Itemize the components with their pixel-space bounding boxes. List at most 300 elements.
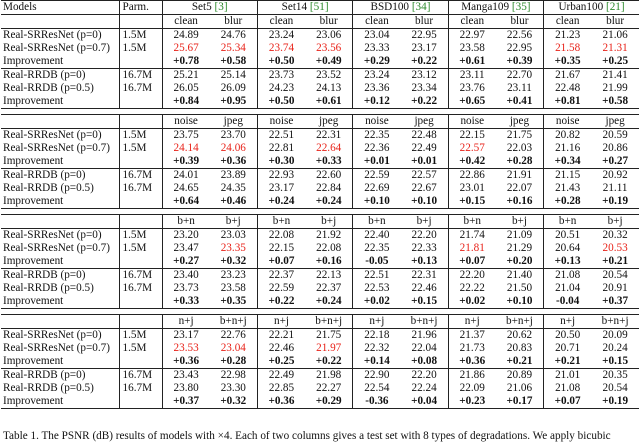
psnr-value: 23.53 bbox=[173, 342, 199, 354]
psnr-value: +0.16 bbox=[305, 255, 353, 269]
psnr-value: 22.31 bbox=[305, 129, 353, 143]
psnr-value: 22.84 bbox=[305, 182, 353, 195]
degradation-label: jpeg bbox=[591, 115, 639, 129]
psnr-value: 22.20 bbox=[400, 369, 448, 383]
psnr-value: 22.15 bbox=[268, 242, 295, 254]
psnr-value: 22.76 bbox=[210, 329, 258, 343]
psnr-value: +0.39 bbox=[173, 155, 200, 167]
model-name: Improvement bbox=[1, 255, 119, 269]
psnr-value: +0.27 bbox=[602, 155, 629, 167]
psnr-value: +0.19 bbox=[591, 395, 639, 409]
psnr-value: 22.36 bbox=[364, 142, 390, 154]
psnr-value: +0.29 bbox=[363, 55, 390, 67]
degradation-subheader-row bbox=[1, 315, 639, 329]
psnr-value: 22.04 bbox=[400, 342, 448, 355]
psnr-value: +0.20 bbox=[496, 255, 544, 269]
psnr-value: -0.36 bbox=[353, 395, 401, 409]
psnr-value: 24.76 bbox=[210, 29, 258, 43]
psnr-value: +0.49 bbox=[305, 55, 353, 69]
improvement-row bbox=[1, 255, 639, 269]
psnr-value: 21.74 bbox=[459, 229, 485, 241]
psnr-value: 23.74 bbox=[268, 42, 295, 54]
psnr-value: 26.09 bbox=[210, 82, 258, 95]
model-name: Real-RRDB (p=0.5) bbox=[1, 82, 119, 95]
psnr-value: 20.92 bbox=[591, 169, 639, 183]
degradation-subheader-row bbox=[1, 215, 639, 229]
psnr-value: +0.16 bbox=[496, 195, 544, 209]
psnr-value: +0.61 bbox=[459, 55, 486, 67]
model-name: Real-RRDB (p=0) bbox=[1, 69, 119, 83]
degradation-subheader-row bbox=[1, 115, 639, 129]
psnr-value: 22.24 bbox=[400, 382, 448, 395]
table-row bbox=[1, 169, 639, 183]
psnr-value: +0.61 bbox=[305, 95, 353, 109]
psnr-value: 22.27 bbox=[305, 382, 353, 395]
degradation-label: noise bbox=[544, 115, 592, 129]
psnr-value: 23.58 bbox=[210, 282, 258, 295]
psnr-value: +0.08 bbox=[400, 355, 448, 369]
psnr-value: 20.35 bbox=[591, 369, 639, 383]
psnr-value: 23.04 bbox=[210, 342, 258, 355]
psnr-value: 22.49 bbox=[257, 369, 305, 383]
improvement-row bbox=[1, 95, 639, 109]
param-count bbox=[119, 195, 162, 209]
psnr-value: +0.36 bbox=[257, 395, 305, 409]
model-name: Real-SRResNet (p=0.7) bbox=[1, 142, 119, 155]
psnr-value: 20.86 bbox=[602, 142, 628, 154]
param-count bbox=[119, 155, 162, 169]
degradation-label: clean bbox=[365, 15, 389, 27]
psnr-value: 25.34 bbox=[210, 42, 258, 55]
degradation-label: n+j bbox=[448, 315, 496, 329]
psnr-value: 21.86 bbox=[448, 369, 496, 383]
psnr-value: 20.09 bbox=[602, 329, 628, 341]
psnr-value: 22.20 bbox=[448, 269, 496, 283]
psnr-value: +0.25 bbox=[602, 55, 629, 67]
degradation-label: jpeg bbox=[496, 115, 544, 129]
degradation-label: b+j bbox=[591, 215, 639, 229]
psnr-value: 23.04 bbox=[353, 29, 401, 43]
param-count bbox=[119, 55, 162, 69]
psnr-value: +0.50 bbox=[268, 55, 295, 67]
psnr-value: 22.08 bbox=[268, 229, 295, 241]
dataset-citation: [34] bbox=[411, 1, 431, 13]
degradation-label: b+n bbox=[353, 215, 401, 229]
param-count: 1.5M bbox=[119, 329, 162, 343]
degradation-label: b+n+j bbox=[496, 315, 544, 329]
model-name: Real-SRResNet (p=0) bbox=[1, 29, 119, 43]
psnr-value: 23.75 bbox=[173, 129, 199, 141]
improvement-row bbox=[1, 195, 639, 209]
psnr-value: +0.23 bbox=[448, 395, 496, 409]
psnr-value: 21.04 bbox=[555, 282, 581, 294]
param-count: 1.5M bbox=[119, 342, 162, 355]
psnr-value: 24.65 bbox=[173, 182, 199, 194]
psnr-value: +0.13 bbox=[554, 255, 581, 267]
psnr-results-table bbox=[1, 0, 639, 409]
model-name: Real-RRDB (p=0) bbox=[1, 169, 119, 183]
dataset-header bbox=[162, 1, 257, 15]
psnr-value: +0.28 bbox=[544, 195, 592, 209]
psnr-value: +0.28 bbox=[496, 155, 544, 169]
dataset-name: Urban100 bbox=[558, 1, 604, 13]
table-row bbox=[1, 382, 639, 395]
empty-cell bbox=[1, 115, 119, 129]
psnr-value: +0.24 bbox=[305, 295, 353, 309]
param-count: 16.7M bbox=[119, 369, 162, 383]
empty-cell bbox=[119, 215, 162, 229]
psnr-value: +0.07 bbox=[544, 395, 592, 409]
psnr-value: 23.89 bbox=[210, 169, 258, 183]
psnr-value: 23.40 bbox=[162, 269, 210, 283]
psnr-value: +0.01 bbox=[363, 155, 390, 167]
psnr-value: +0.33 bbox=[162, 295, 210, 309]
psnr-value: 22.21 bbox=[268, 329, 295, 341]
psnr-value: 23.20 bbox=[173, 229, 199, 241]
model-name: Real-RRDB (p=0.5) bbox=[1, 282, 119, 295]
param-count: 1.5M bbox=[119, 242, 162, 255]
dataset-name: Set5 bbox=[191, 1, 212, 13]
psnr-value: 21.08 bbox=[555, 382, 581, 394]
psnr-value: 23.52 bbox=[305, 69, 353, 83]
psnr-value: 23.01 bbox=[459, 182, 485, 194]
param-count: 1.5M bbox=[119, 229, 162, 243]
psnr-value: +0.10 bbox=[400, 195, 448, 209]
table-row bbox=[1, 269, 639, 283]
dataset-header bbox=[353, 1, 448, 15]
degradation-label: clean bbox=[460, 15, 485, 27]
dataset-citation: [21] bbox=[605, 1, 625, 13]
psnr-value: 22.57 bbox=[400, 169, 448, 183]
psnr-value: 22.32 bbox=[364, 342, 390, 354]
psnr-value: 22.09 bbox=[459, 382, 485, 394]
psnr-value: 25.21 bbox=[162, 69, 210, 83]
psnr-value: 23.17 bbox=[268, 182, 295, 194]
param-count: 16.7M bbox=[119, 69, 162, 83]
psnr-value: 21.98 bbox=[305, 369, 353, 383]
table-row bbox=[1, 69, 639, 83]
psnr-value: 23.12 bbox=[400, 69, 448, 83]
psnr-value: +0.29 bbox=[305, 395, 353, 409]
psnr-value: 26.05 bbox=[173, 82, 199, 94]
psnr-value: +0.32 bbox=[210, 255, 258, 269]
psnr-value: 22.07 bbox=[496, 182, 544, 195]
psnr-value: 24.89 bbox=[162, 29, 210, 43]
psnr-value: 21.15 bbox=[544, 169, 592, 183]
psnr-value: +0.24 bbox=[305, 195, 353, 209]
table-row bbox=[1, 129, 639, 143]
psnr-value: 21.58 bbox=[555, 42, 581, 54]
psnr-value: 21.75 bbox=[496, 129, 544, 143]
model-name: Real-SRResNet (p=0) bbox=[1, 129, 119, 143]
degradation-label: n+j bbox=[257, 315, 305, 329]
psnr-value: +0.37 bbox=[162, 395, 210, 409]
psnr-value: 22.40 bbox=[364, 229, 390, 241]
psnr-value: 22.81 bbox=[268, 142, 295, 154]
psnr-value: +0.22 bbox=[400, 55, 448, 69]
degradation-label: blur bbox=[210, 15, 258, 29]
psnr-value: 23.47 bbox=[173, 242, 199, 254]
empty-cell bbox=[119, 115, 162, 129]
dataset-name: Set14 bbox=[281, 1, 308, 13]
psnr-value: 25.14 bbox=[210, 69, 258, 83]
psnr-value: 22.90 bbox=[353, 369, 401, 383]
params-column-header: Parm. bbox=[119, 1, 162, 15]
psnr-value: +0.42 bbox=[459, 155, 486, 167]
degradation-label: n+j bbox=[544, 315, 592, 329]
model-name: Improvement bbox=[1, 355, 119, 369]
psnr-value: +0.46 bbox=[210, 195, 258, 209]
dataset-citation: [51] bbox=[309, 1, 329, 13]
degradation-subheader-row bbox=[1, 15, 639, 29]
model-name: Improvement bbox=[1, 95, 119, 109]
psnr-value: 22.51 bbox=[353, 269, 401, 283]
psnr-value: +0.32 bbox=[210, 395, 258, 409]
model-name: Improvement bbox=[1, 195, 119, 209]
model-name: Real-RRDB (p=0) bbox=[1, 369, 119, 383]
empty-cell bbox=[1, 15, 119, 29]
psnr-value: +0.30 bbox=[268, 155, 295, 167]
psnr-value: +0.35 bbox=[210, 295, 258, 309]
degradation-label: noise bbox=[162, 115, 210, 129]
psnr-value: 22.97 bbox=[448, 29, 496, 43]
psnr-value: 20.54 bbox=[591, 269, 639, 283]
psnr-value: 20.71 bbox=[555, 342, 581, 354]
psnr-value: 21.09 bbox=[496, 229, 544, 243]
psnr-value: 22.95 bbox=[496, 42, 544, 55]
psnr-value: 23.58 bbox=[459, 42, 485, 54]
psnr-value: +0.27 bbox=[173, 255, 200, 267]
psnr-value: +0.81 bbox=[544, 95, 592, 109]
psnr-value: 24.35 bbox=[210, 182, 258, 195]
psnr-value: +0.58 bbox=[210, 55, 258, 69]
degradation-label: clean bbox=[555, 15, 580, 27]
psnr-value: 23.34 bbox=[400, 82, 448, 95]
degradation-label: b+n+j bbox=[305, 315, 353, 329]
table-row bbox=[1, 42, 639, 55]
empty-cell bbox=[1, 215, 119, 229]
table-row bbox=[1, 29, 639, 43]
degradation-label: jpeg bbox=[305, 115, 353, 129]
psnr-value: 21.81 bbox=[459, 242, 485, 254]
psnr-value: 22.59 bbox=[353, 169, 401, 183]
psnr-value: +0.36 bbox=[173, 355, 200, 367]
improvement-row bbox=[1, 155, 639, 169]
model-name: Improvement bbox=[1, 395, 119, 409]
psnr-value: 22.57 bbox=[459, 142, 485, 154]
improvement-row bbox=[1, 395, 639, 409]
psnr-value: 22.18 bbox=[364, 329, 390, 341]
psnr-value: 21.06 bbox=[591, 29, 639, 43]
degradation-label: noise bbox=[448, 115, 496, 129]
psnr-value: +0.02 bbox=[448, 295, 496, 309]
psnr-value: +0.07 bbox=[268, 255, 295, 267]
psnr-value: 21.31 bbox=[602, 42, 628, 54]
model-name: Real-SRResNet (p=0) bbox=[1, 229, 119, 243]
psnr-value: 24.01 bbox=[162, 169, 210, 183]
table-header-row bbox=[1, 1, 639, 15]
psnr-value: +0.15 bbox=[602, 355, 629, 367]
table-row bbox=[1, 242, 639, 255]
dataset-header bbox=[257, 1, 352, 15]
param-count bbox=[119, 295, 162, 309]
psnr-value: +0.22 bbox=[257, 295, 305, 309]
param-count: 16.7M bbox=[119, 82, 162, 95]
psnr-value: 23.24 bbox=[353, 69, 401, 83]
psnr-value: 21.75 bbox=[305, 329, 353, 343]
degradation-label: b+j bbox=[496, 215, 544, 229]
table-row bbox=[1, 229, 639, 243]
psnr-value: 23.76 bbox=[459, 82, 485, 94]
psnr-value: 23.73 bbox=[173, 282, 199, 294]
psnr-value: 21.67 bbox=[544, 69, 592, 83]
model-name: Real-SRResNet (p=0.7) bbox=[1, 342, 119, 355]
table-row bbox=[1, 282, 639, 295]
psnr-value: 23.06 bbox=[305, 29, 353, 43]
param-count: 16.7M bbox=[119, 269, 162, 283]
param-count: 1.5M bbox=[119, 29, 162, 43]
psnr-value: 21.99 bbox=[602, 82, 628, 94]
psnr-value: 23.73 bbox=[257, 69, 305, 83]
psnr-value: 23.35 bbox=[210, 242, 258, 255]
psnr-value: 22.46 bbox=[400, 282, 448, 295]
psnr-value: 21.40 bbox=[496, 269, 544, 283]
psnr-value: +0.65 bbox=[448, 95, 496, 109]
psnr-value: -0.05 bbox=[365, 255, 389, 267]
degradation-label: b+n bbox=[257, 215, 305, 229]
degradation-label: b+n bbox=[162, 215, 210, 229]
model-name: Real-SRResNet (p=0.7) bbox=[1, 242, 119, 255]
psnr-value: 21.91 bbox=[496, 169, 544, 183]
dataset-header bbox=[544, 1, 639, 15]
table-caption: Table 1. The PSNR (dB) results of models with ×4. Each of two columns gives a test set with 8 types of degradations. We apply bicubic bbox=[3, 430, 611, 442]
psnr-value: 22.51 bbox=[268, 129, 295, 141]
param-count: 16.7M bbox=[119, 382, 162, 395]
psnr-value: 23.11 bbox=[448, 69, 496, 83]
model-name: Real-RRDB (p=0.5) bbox=[1, 382, 119, 395]
psnr-value: 20.82 bbox=[555, 129, 581, 141]
dataset-header bbox=[448, 1, 543, 15]
table-row bbox=[1, 342, 639, 355]
psnr-value: +0.15 bbox=[448, 195, 496, 209]
psnr-value: 22.86 bbox=[448, 169, 496, 183]
empty-cell bbox=[1, 315, 119, 329]
psnr-value: 23.24 bbox=[257, 29, 305, 43]
psnr-value: 22.08 bbox=[305, 242, 353, 255]
psnr-value: 20.62 bbox=[496, 329, 544, 343]
psnr-value: 21.06 bbox=[496, 382, 544, 395]
psnr-value: 22.53 bbox=[364, 282, 390, 294]
psnr-value: 22.22 bbox=[459, 282, 485, 294]
psnr-value: 23.70 bbox=[210, 129, 258, 143]
psnr-value: 21.97 bbox=[305, 342, 353, 355]
param-count: 1.5M bbox=[119, 129, 162, 143]
psnr-value: +0.28 bbox=[210, 355, 258, 369]
psnr-value: +0.21 bbox=[496, 355, 544, 369]
psnr-value: 22.98 bbox=[210, 369, 258, 383]
psnr-value: 22.60 bbox=[305, 169, 353, 183]
psnr-value: 23.33 bbox=[364, 42, 390, 54]
psnr-value: +0.21 bbox=[602, 255, 629, 267]
psnr-value: +0.34 bbox=[554, 155, 581, 167]
psnr-value: +0.12 bbox=[353, 95, 401, 109]
psnr-value: +0.33 bbox=[305, 155, 353, 169]
psnr-value: +0.22 bbox=[400, 95, 448, 109]
degradation-label: n+j bbox=[162, 315, 210, 329]
psnr-value: -0.04 bbox=[544, 295, 592, 309]
psnr-value: 22.03 bbox=[496, 142, 544, 155]
psnr-value: 24.23 bbox=[268, 82, 295, 94]
psnr-value: 23.03 bbox=[210, 229, 258, 243]
psnr-value: 21.37 bbox=[459, 329, 485, 341]
degradation-label: jpeg bbox=[400, 115, 448, 129]
psnr-value: 20.89 bbox=[496, 369, 544, 383]
psnr-value: 20.24 bbox=[602, 342, 628, 354]
psnr-value: 22.48 bbox=[555, 82, 581, 94]
degradation-label: b+j bbox=[210, 215, 258, 229]
psnr-value: 22.33 bbox=[400, 242, 448, 255]
psnr-value: 21.01 bbox=[544, 369, 592, 383]
psnr-value: 24.06 bbox=[210, 142, 258, 155]
psnr-value: 23.43 bbox=[162, 369, 210, 383]
psnr-value: 22.13 bbox=[305, 269, 353, 283]
psnr-value: +0.02 bbox=[353, 295, 401, 309]
table-row bbox=[1, 82, 639, 95]
psnr-value: 21.43 bbox=[555, 182, 581, 194]
psnr-value: +0.25 bbox=[268, 355, 295, 367]
dataset-name: BSD100 bbox=[370, 1, 410, 13]
psnr-value: 20.59 bbox=[602, 129, 628, 141]
psnr-value: 21.50 bbox=[496, 282, 544, 295]
psnr-value: +0.14 bbox=[363, 355, 390, 367]
psnr-value: +0.95 bbox=[210, 95, 258, 109]
psnr-value: 22.31 bbox=[400, 269, 448, 283]
psnr-value: 20.64 bbox=[555, 242, 581, 254]
param-count bbox=[119, 395, 162, 409]
psnr-value: 22.35 bbox=[364, 242, 390, 254]
psnr-value: 22.59 bbox=[268, 282, 295, 294]
degradation-label: b+n bbox=[544, 215, 592, 229]
model-name: Real-SRResNet (p=0.7) bbox=[1, 42, 119, 55]
psnr-value: +0.15 bbox=[400, 295, 448, 309]
psnr-value: 24.14 bbox=[173, 142, 199, 154]
psnr-value: 22.35 bbox=[364, 129, 390, 141]
param-count: 16.7M bbox=[119, 169, 162, 183]
psnr-value: 22.37 bbox=[257, 269, 305, 283]
psnr-value: +0.24 bbox=[257, 195, 305, 209]
improvement-row bbox=[1, 295, 639, 309]
psnr-value: 20.83 bbox=[496, 342, 544, 355]
param-count: 16.7M bbox=[119, 182, 162, 195]
psnr-value: +0.07 bbox=[459, 255, 486, 267]
psnr-value: 21.96 bbox=[400, 329, 448, 343]
degradation-label: blur bbox=[400, 15, 448, 29]
empty-cell bbox=[119, 15, 162, 29]
psnr-value: 24.13 bbox=[305, 82, 353, 95]
psnr-value: 20.53 bbox=[602, 242, 628, 254]
degradation-label: b+j bbox=[305, 215, 353, 229]
psnr-value: +0.21 bbox=[554, 355, 581, 367]
psnr-value: 23.17 bbox=[400, 42, 448, 55]
degradation-label: blur bbox=[606, 15, 625, 27]
psnr-value: 23.11 bbox=[496, 82, 544, 95]
param-count bbox=[119, 255, 162, 269]
psnr-value: +0.64 bbox=[162, 195, 210, 209]
psnr-value: +0.10 bbox=[496, 295, 544, 309]
psnr-value: 22.85 bbox=[268, 382, 295, 394]
psnr-value: 20.54 bbox=[602, 382, 628, 394]
degradation-label: jpeg bbox=[210, 115, 258, 129]
